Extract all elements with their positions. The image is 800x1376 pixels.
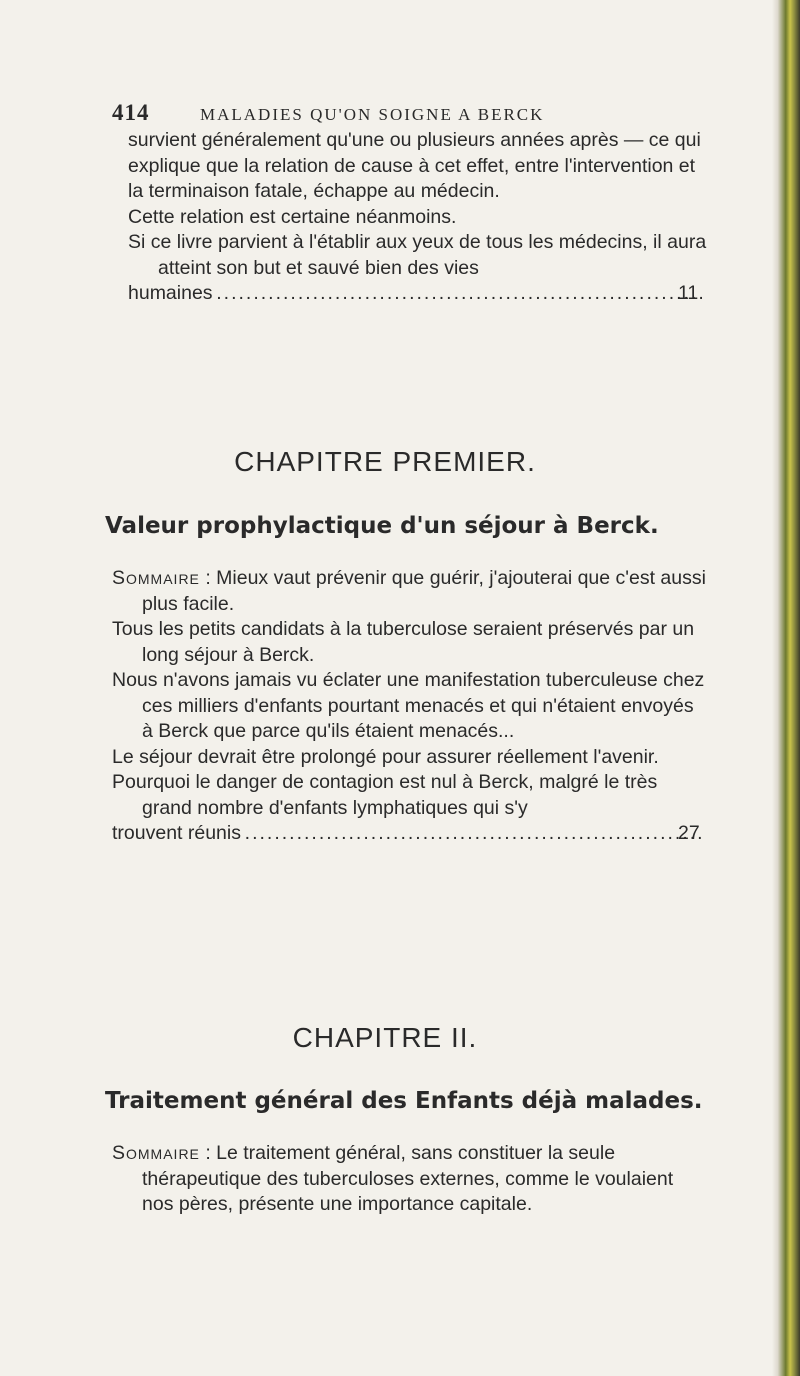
page-header — [112, 100, 712, 130]
running-title: MALADIES QU'ON SOIGNE A BERCK — [200, 105, 545, 124]
sommaire-paragraph — [112, 1141, 708, 1218]
toc-entry — [112, 770, 708, 847]
chapter-1-summary — [112, 566, 708, 847]
dot-leader — [245, 821, 704, 847]
toc-entry-last-line: trouvent réunis — [112, 822, 241, 844]
toc-leader-line: humaines ..... 11 — [158, 281, 708, 307]
toc-entry-text: Si ce livre parvient à l'établir aux yeux de tous les médecins, il aura atteint son but et sauvé bien des vies — [128, 231, 707, 279]
paragraph: Le séjour devrait être prolongé pour assurer réellement l'avenir. — [112, 745, 659, 768]
chapter-subtitle: Valeur prophylactique d'un séjour à Berck. — [105, 513, 659, 539]
chapter-2-summary — [112, 1141, 708, 1218]
paragraph: Tous les petits candidats à la tuberculose seraient préservés par un long séjour à Berck. — [112, 618, 695, 666]
paragraph: Nous n'avons jamais vu éclater une manifestation tuberculeuse chez ces milliers d'enfants pourtant menacés et qui n'étaient envoyés à Berck que parce qu'ils étaient menacés... — [112, 669, 705, 742]
paragraph: survient généralement qu'une ou plusieurs années après — ce qui explique que la relation de cause à cet effet, entre l'intervention et la terminaison fatale, échappe au médecin. — [128, 129, 701, 202]
toc-entry — [128, 230, 708, 307]
toc-entry-text: Pourquoi le danger de contagion est nul à Berck, malgré le très grand nombre d'enfants lymphatiques qui s'y — [112, 771, 658, 819]
dot-leader — [217, 281, 704, 307]
sommaire-paragraph — [112, 566, 708, 617]
page-number: 414 — [112, 100, 150, 125]
toc-entry-last-line: humaines — [128, 282, 213, 304]
sommaire-text: : Le traitement général, sans constituer la seule thérapeutique des tuberculoses externes, comme le voulaient nos pères, présente une importance capitale. — [142, 1142, 674, 1215]
sommaire-text: : Mieux vaut prévenir que guérir, j'ajouterai que c'est aussi plus facile. — [142, 567, 706, 615]
chapter-title: CHAPITRE PREMIER. — [234, 446, 536, 477]
paragraph: Cette relation est certaine néanmoins. — [128, 205, 457, 228]
chapter-subtitle: Traitement général des Enfants déjà malades. — [105, 1088, 703, 1114]
chapter-title: CHAPITRE II. — [292, 1022, 478, 1053]
sommaire-label: Sommaire — [112, 567, 200, 589]
book-binding-edge — [778, 0, 800, 1376]
sommaire-label: Sommaire — [112, 1142, 200, 1164]
toc-leader-line: trouvent réunis ..... 27 — [142, 821, 708, 847]
top-text-block — [128, 128, 708, 307]
